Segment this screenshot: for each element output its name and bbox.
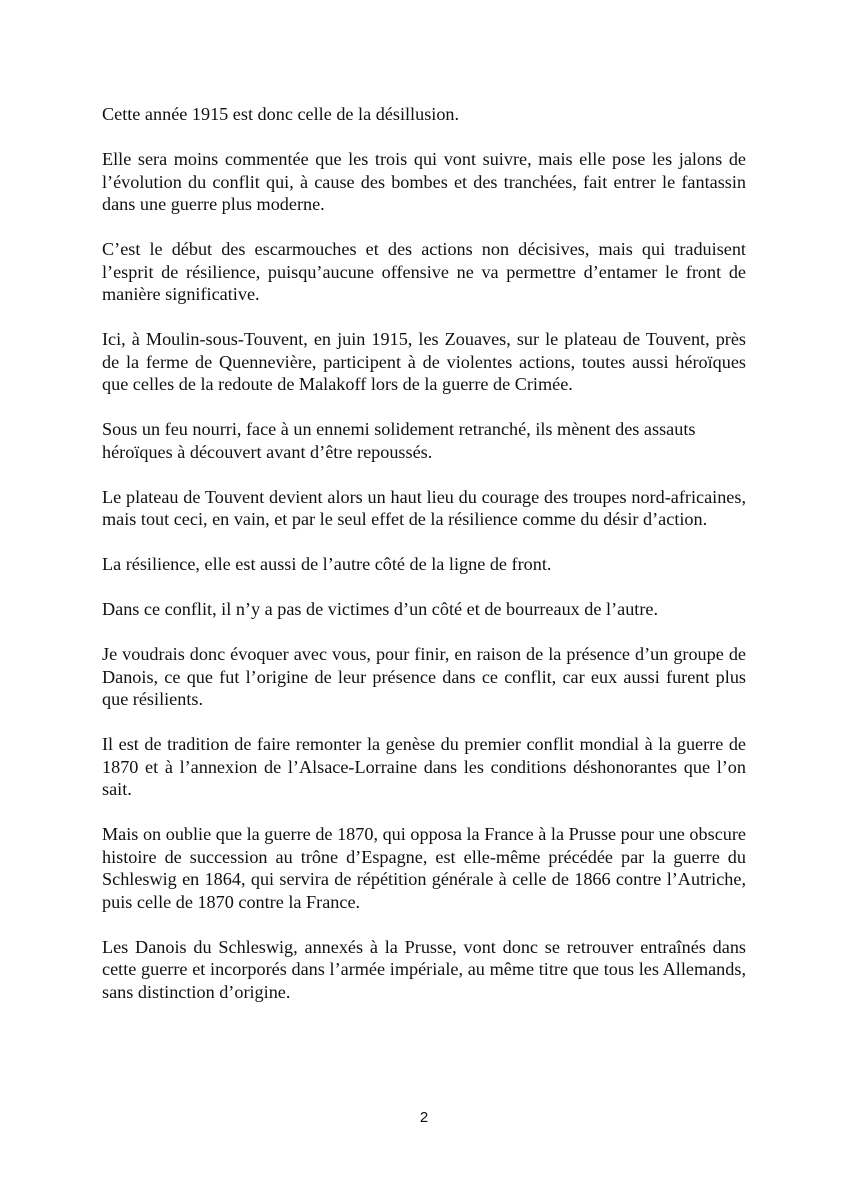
paragraph-7: La résilience, elle est aussi de l’autre côté de la ligne de front.: [102, 554, 552, 574]
page-number: 2: [419, 1109, 429, 1126]
paragraph-11: Mais on oublie que la guerre de 1870, qui opposa la France à la Prusse pour une obscure histoire de succession au trône d’Espagne, est elle-même précédée par la guerre du Schleswig en 1864, qui servira de répétition générale à celle de 1866 contre l’Autriche, puis celle de 1870 contre la France.: [102, 824, 746, 912]
paragraph-1: Cette année 1915 est donc celle de la désillusion.: [102, 104, 460, 124]
paragraph-12: Les Danois du Schleswig, annexés à la Prusse, vont donc se retrouver entraînés dans cette guerre et incorporés dans l’armée impériale, au même titre que tous les Allemands, sans distinction d’origine.: [102, 936, 746, 1002]
paragraph-10: Il est de tradition de faire remonter la genèse du premier conflit mondial à la guerre de 1870 et à l’annexion de l’Alsace-Lorraine dans les conditions déshonorantes que l’on sait.: [102, 734, 746, 799]
paragraph-4: Ici, à Moulin-sous-Touvent, en juin 1915, les Zouaves, sur le plateau de Touvent, près de la ferme de Quennevière, participent à de violentes actions, toutes aussi héroïques que celles de la redoute de Malakoff lors de la guerre de Crimée.: [102, 329, 746, 394]
paragraph-8: Dans ce conflit, il n’y a pas de victimes d’un côté et de bourreaux de l’autre.: [102, 599, 659, 619]
paragraph-5: Sous un feu nourri, face à un ennemi solidement retranché, ils mènent des assauts héroïques à découvert avant d’être repoussés.: [102, 419, 696, 462]
paragraph-3: C’est le début des escarmouches et des actions non décisives, mais qui traduisent l’esprit de résilience, puisqu’aucune offensive ne va permettre d’entamer le front de manière significative.: [102, 239, 746, 304]
paragraph-6: Le plateau de Touvent devient alors un haut lieu du courage des troupes nord-africaines, mais tout ceci, en vain, et par le seul effet de la résilience comme du désir d’action.: [102, 486, 746, 529]
paragraph-2: Elle sera moins commentée que les trois qui vont suivre, mais elle pose les jalons de l’évolution du conflit qui, à cause des bombes et des tranchées, fait entrer le fantassin dans une guerre plus moderne.: [102, 149, 746, 214]
document-body: [102, 103, 746, 1026]
paragraph-9: Je voudrais donc évoquer avec vous, pour finir, en raison de la présence d’un groupe de Danois, ce que fut l’origine de leur présence dans ce conflit, car eux aussi furent plus que résilients.: [102, 644, 746, 709]
